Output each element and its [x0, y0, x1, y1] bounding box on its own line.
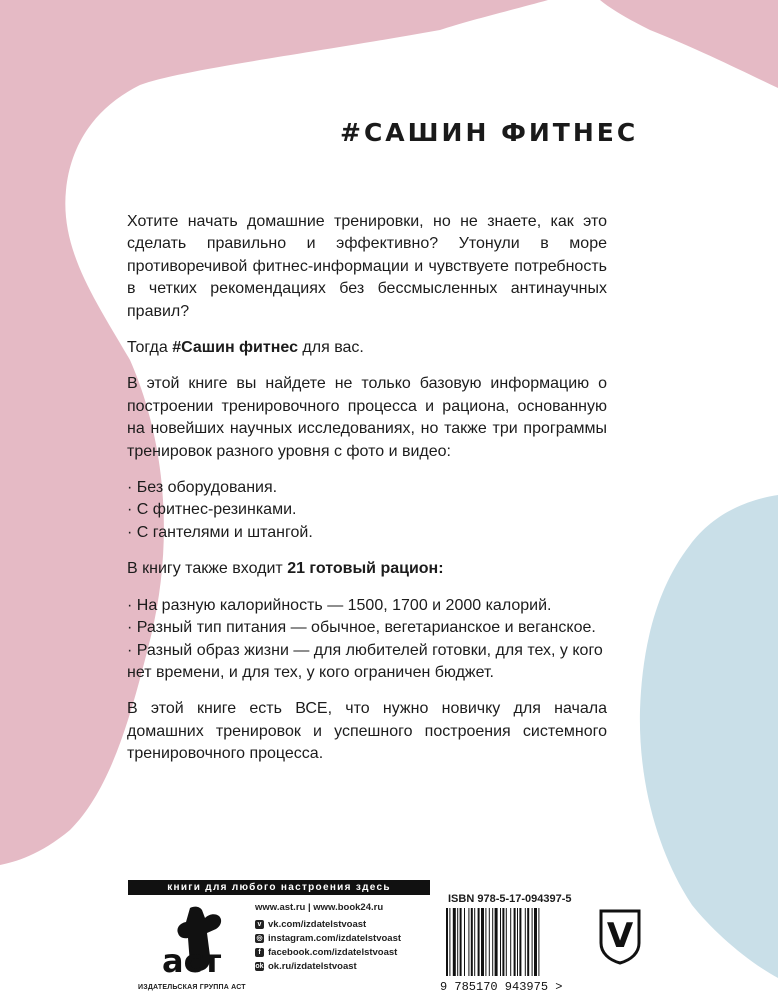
barcode-bar: [478, 908, 480, 976]
barcode-bar: [519, 908, 521, 976]
list-item: · С гантелями и штангой.: [127, 523, 313, 541]
barcode-bar: [489, 908, 490, 976]
social-vk[interactable]: [255, 917, 435, 931]
barcode-bar: [485, 908, 486, 976]
ast-logo-mark: [138, 902, 230, 982]
barcode-bar: [471, 908, 473, 976]
barcode-bar: [453, 908, 456, 976]
facebook-icon: f: [255, 948, 264, 957]
intro-paragraph: Хотите начать домашние тренировки, но не знаете, как это сделать правильно и эффективно? Утонули в море противоречивой фитнес-информации и чувствуете потребность в четких рекомендациях без бессмысленных антинаучных правил?: [127, 213, 607, 320]
then-suffix: для вас.: [297, 339, 364, 357]
tagline-bar: книги для любого настроения здесь: [128, 880, 430, 895]
barcode-bar: [538, 908, 539, 976]
book-info-paragraph: В этой книге вы найдете не только базовую информацию о построении тренировочного процесса и рациона, основанную на новейших научных исследованиях, но также три программы тренировок разного уровня с фото и видео:: [127, 375, 607, 460]
barcode-bar: [534, 908, 537, 976]
barcode-bar: [517, 908, 518, 976]
ration-bold: 21 готовый рацион:: [287, 560, 444, 578]
social-instagram[interactable]: [255, 931, 435, 945]
barcode-bar: [525, 908, 526, 976]
list-item: · Разный тип питания — обычное, вегетарианское и веганское.: [127, 619, 596, 637]
barcode-bar: [527, 908, 529, 976]
list-item: · С фитнес-резинками.: [127, 501, 297, 519]
barcode-bar: [495, 908, 498, 976]
programs-list: [127, 477, 607, 544]
ration-paragraph: [127, 558, 607, 580]
barcode-bar: [457, 908, 458, 976]
vk-icon: v: [255, 920, 264, 929]
barcode-bar: [481, 908, 484, 976]
then-paragraph: [127, 337, 607, 359]
social-link[interactable]: ok.ru/izdatelstvoast: [268, 960, 357, 972]
ration-prefix: В книгу также входит: [127, 560, 288, 578]
barcode-bar: [464, 908, 465, 976]
barcode-bar: [506, 908, 507, 976]
imprint-logo: [597, 905, 643, 965]
barcode-digits: 9 785170 943975 >: [440, 980, 563, 994]
barcode-bar: [502, 908, 504, 976]
pink-corner-shape: [600, 0, 778, 88]
social-ok[interactable]: [255, 959, 435, 973]
publisher-group: ИЗДАТЕЛЬСКАЯ ГРУППА АСТ: [138, 984, 246, 991]
barcode: [438, 908, 588, 994]
social-link[interactable]: facebook.com/izdatelstvoast: [268, 946, 398, 958]
list-item: · На разную калорийность — 1500, 1700 и 2000 калорий.: [127, 596, 552, 614]
barcode-bar: [446, 908, 448, 976]
barcode-bars: [446, 908, 539, 976]
list-item: · Разный образ жизни — для любителей готовки, для тех, у кого нет времени, и для тех, у кого ограничен бюджет.: [127, 641, 603, 681]
barcode-bar: [510, 908, 511, 976]
imprint-logo-letter: V: [606, 916, 634, 956]
social-link[interactable]: vk.com/izdatelstvoast: [268, 918, 367, 930]
conclusion-paragraph: В этой книге есть ВСЕ, что нужно новичку для начала домашних тренировок и успешного построения системного тренировочного процесса.: [127, 700, 607, 763]
barcode-bar: [474, 908, 475, 976]
social-link[interactable]: instagram.com/izdatelstvoast: [268, 932, 402, 944]
barcode-bar: [532, 908, 533, 976]
description: [127, 211, 607, 780]
ast-logo-text: аст: [162, 942, 222, 980]
isbn: ISBN 978-5-17-094397-5: [448, 893, 572, 905]
ok-icon: ok: [255, 962, 264, 970]
book-title: #САШИН ФИТНЕС: [340, 118, 639, 147]
instagram-icon: ◎: [256, 934, 263, 942]
barcode-bar: [492, 908, 493, 976]
ration-list: [127, 595, 607, 685]
barcode-bar: [460, 908, 462, 976]
contacts: [255, 902, 435, 973]
barcode-bar: [514, 908, 516, 976]
then-prefix: Тогда: [127, 339, 173, 357]
website-links[interactable]: www.ast.ru | www.book24.ru: [255, 902, 384, 913]
barcode-bar: [449, 908, 450, 976]
then-bold-title: #Сашин фитнес: [172, 339, 298, 357]
barcode-bar: [500, 908, 501, 976]
social-facebook[interactable]: [255, 945, 435, 959]
ast-logo: [138, 902, 246, 996]
blue-shape: [640, 495, 778, 978]
barcode-bar: [468, 908, 469, 976]
list-item: · Без оборудования.: [127, 479, 278, 497]
